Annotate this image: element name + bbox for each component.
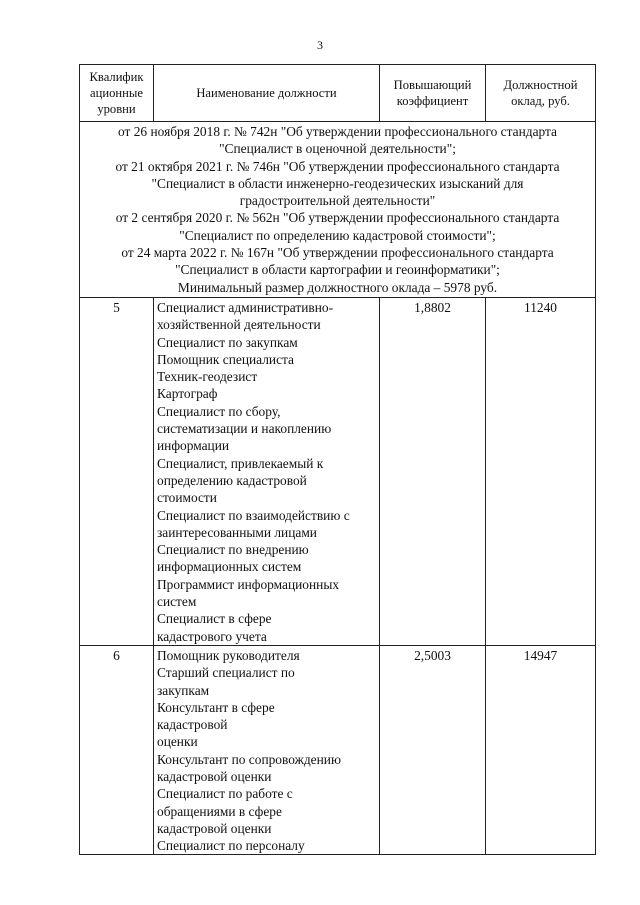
page-number: 3 <box>317 38 323 52</box>
position-line: Специалист по закупкам <box>157 334 298 350</box>
position-line: Помощник специалиста <box>157 351 294 367</box>
table-row <box>80 297 596 645</box>
section-text-line: "Специалист в области инженерно-геодезических изысканий для <box>151 175 524 191</box>
position-line: систематизации и накоплению <box>157 421 332 437</box>
section-text-line: от 24 марта 2022 г. № 167н "Об утверждении профессионального стандарта <box>121 245 554 261</box>
section-text-line: "Специалист в оценочной деятельности"; <box>219 141 456 157</box>
section-text-line: от 2 сентября 2020 г. № 562н "Об утверждении профессионального стандарта <box>115 210 560 226</box>
position-line: Специалист по работе с <box>157 786 293 802</box>
positions-cell <box>154 297 380 645</box>
position-line: Специалист административно- <box>157 299 334 315</box>
position-line: Специалист по сбору, <box>157 403 281 419</box>
position-line: заинтересованными лицами <box>157 524 317 540</box>
qualification-level-cell: 6 <box>80 645 154 855</box>
position-line: Картограф <box>157 386 218 402</box>
position-line: Помощник руководителя <box>157 647 300 663</box>
position-line: оценки <box>157 734 198 750</box>
position-line: Специалист по внедрению <box>157 542 309 558</box>
position-line: систем <box>157 594 197 610</box>
salary-cell: 14947 <box>486 645 596 855</box>
coefficient-cell: 1,8802 <box>380 297 486 645</box>
position-line: Специалист, привлекаемый к <box>157 455 324 471</box>
table-header-row <box>80 65 596 122</box>
section-header-row <box>80 122 596 298</box>
coefficient-cell: 2,5003 <box>380 645 486 855</box>
position-line: кадастровой оценки <box>157 820 272 836</box>
qualification-level-cell: 5 <box>80 297 154 645</box>
position-line: Программист информационных <box>157 576 340 592</box>
position-line: информационных систем <box>157 559 302 575</box>
header-position-name: Наименование должности <box>154 65 380 122</box>
position-line: хозяйственной деятельности <box>157 317 321 333</box>
position-line: закупкам <box>157 682 210 698</box>
position-line: кадастрового учета <box>157 628 267 644</box>
table-row <box>80 645 596 855</box>
position-line: Специалист по персоналу <box>157 838 305 854</box>
position-line: кадастровой оценки <box>157 768 272 784</box>
section-text-line: Минимальный размер должностного оклада – 5978 руб. <box>177 279 498 295</box>
header-salary: Должностной оклад, руб. <box>486 65 596 122</box>
position-line: Специалист по взаимодействию с <box>157 507 350 523</box>
position-line: Консультант по сопровождению <box>157 751 341 767</box>
salary-cell: 11240 <box>486 297 596 645</box>
section-text-line: "Специалист по определению кадастровой стоимости"; <box>179 227 496 243</box>
section-text-line: от 21 октября 2021 г. № 746н "Об утверждении профессионального стандарта <box>115 158 560 174</box>
position-line: Старший специалист по <box>157 665 295 681</box>
section-text-line: градостроительной деятельности" <box>239 193 436 209</box>
position-line: Специалист в сфере <box>157 611 272 627</box>
position-line: кадастровой <box>157 717 228 733</box>
position-line: определению кадастровой <box>157 472 307 488</box>
section-text-line: от 26 ноября 2018 г. № 742н "Об утверждении профессионального стандарта <box>118 124 557 139</box>
salary-table <box>79 64 596 855</box>
position-line: Техник-геодезист <box>157 369 258 385</box>
position-line: информации <box>157 438 230 454</box>
position-line: Консультант в сфере <box>157 699 275 715</box>
section-text-cell <box>80 122 596 298</box>
section-text-line: "Специалист в области картографии и геоинформатики"; <box>175 262 500 278</box>
header-qualification-level: Квалифик ационные уровни <box>80 65 154 122</box>
position-line: стоимости <box>157 490 217 506</box>
header-coefficient: Повышающий коэффициент <box>380 65 486 122</box>
position-line: обращениями в сфере <box>157 803 282 819</box>
positions-cell <box>154 645 380 855</box>
